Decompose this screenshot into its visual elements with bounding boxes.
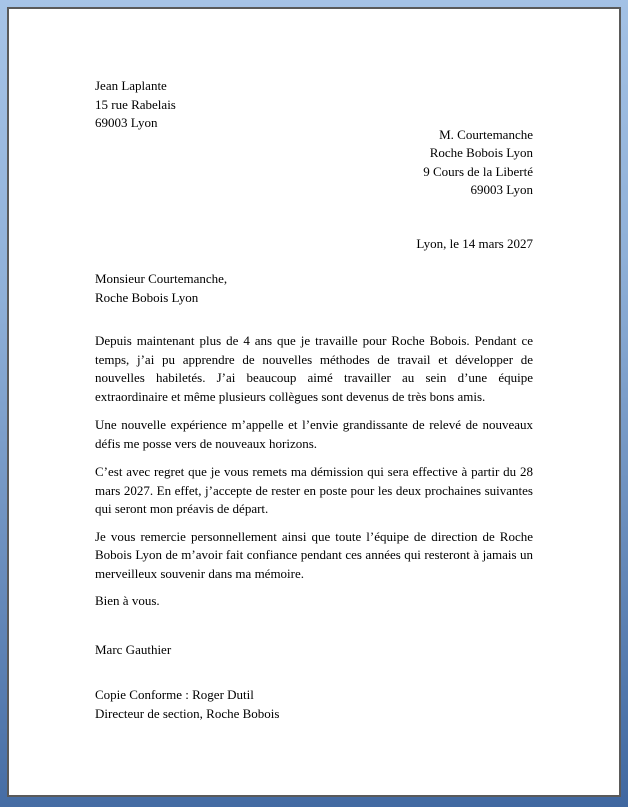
- cc-title-line: Directeur de section, Roche Bobois: [95, 705, 280, 721]
- cc-line: Copie Conforme : Roger Dutil: [95, 687, 254, 702]
- salutation-block: [95, 270, 533, 307]
- paragraph-1: Depuis maintenant plus de 4 ans que je travaille pour Roche Bobois. Pendant ce temps, j’ai pu apprendre de nouvelles méthodes de travail et développer de nouvelles habiletés. J’ai beaucoup aimé travailler au sein d’une équipe extraordinaire et même plusieurs collègues sont devenus de très bons amis.: [95, 333, 533, 404]
- sender-street: 15 rue Rabelais: [95, 96, 176, 112]
- paragraph-2: Une nouvelle expérience m’appelle et l’envie grandissante de relevé de nouveaux défis me posse vers de nouveaux horizons.: [95, 417, 533, 451]
- salutation-company: Roche Bobois Lyon: [95, 289, 199, 305]
- salutation-name: Monsieur Courtemanche,: [95, 271, 228, 286]
- letter-page: [7, 7, 621, 797]
- closing-line: Bien à vous.: [95, 593, 160, 608]
- date-line: Lyon, le 14 mars 2027: [416, 235, 533, 251]
- sender-city: 69003 Lyon: [95, 115, 158, 130]
- paragraph-3: C’est avec regret que je vous remets ma démission qui sera effective à partir du 28 mars 2027. En effet, j’accepte de rester en poste pour les deux prochaines suivantes qui seront mon préavis de départ.: [95, 464, 533, 516]
- recipient-name: M. Courtemanche: [439, 126, 533, 142]
- signature-name: Marc Gauthier: [95, 641, 172, 657]
- recipient-city: 69003 Lyon: [470, 182, 533, 197]
- recipient-street: 9 Cours de la Liberté: [423, 163, 533, 179]
- sender-address: [95, 77, 533, 133]
- cc-block: [95, 686, 533, 723]
- sender-name: Jean Laplante: [95, 78, 167, 93]
- recipient-company: Roche Bobois Lyon: [429, 145, 533, 160]
- paragraph-4: Je vous remercie personnellement ainsi que toute l’équipe de direction de Roche Bobois Lyon de m’avoir fait confiance pendant ces années qui resteront à jamais un merveilleux souvenir dans ma mémoire.: [95, 528, 533, 581]
- recipient-address: [95, 126, 533, 200]
